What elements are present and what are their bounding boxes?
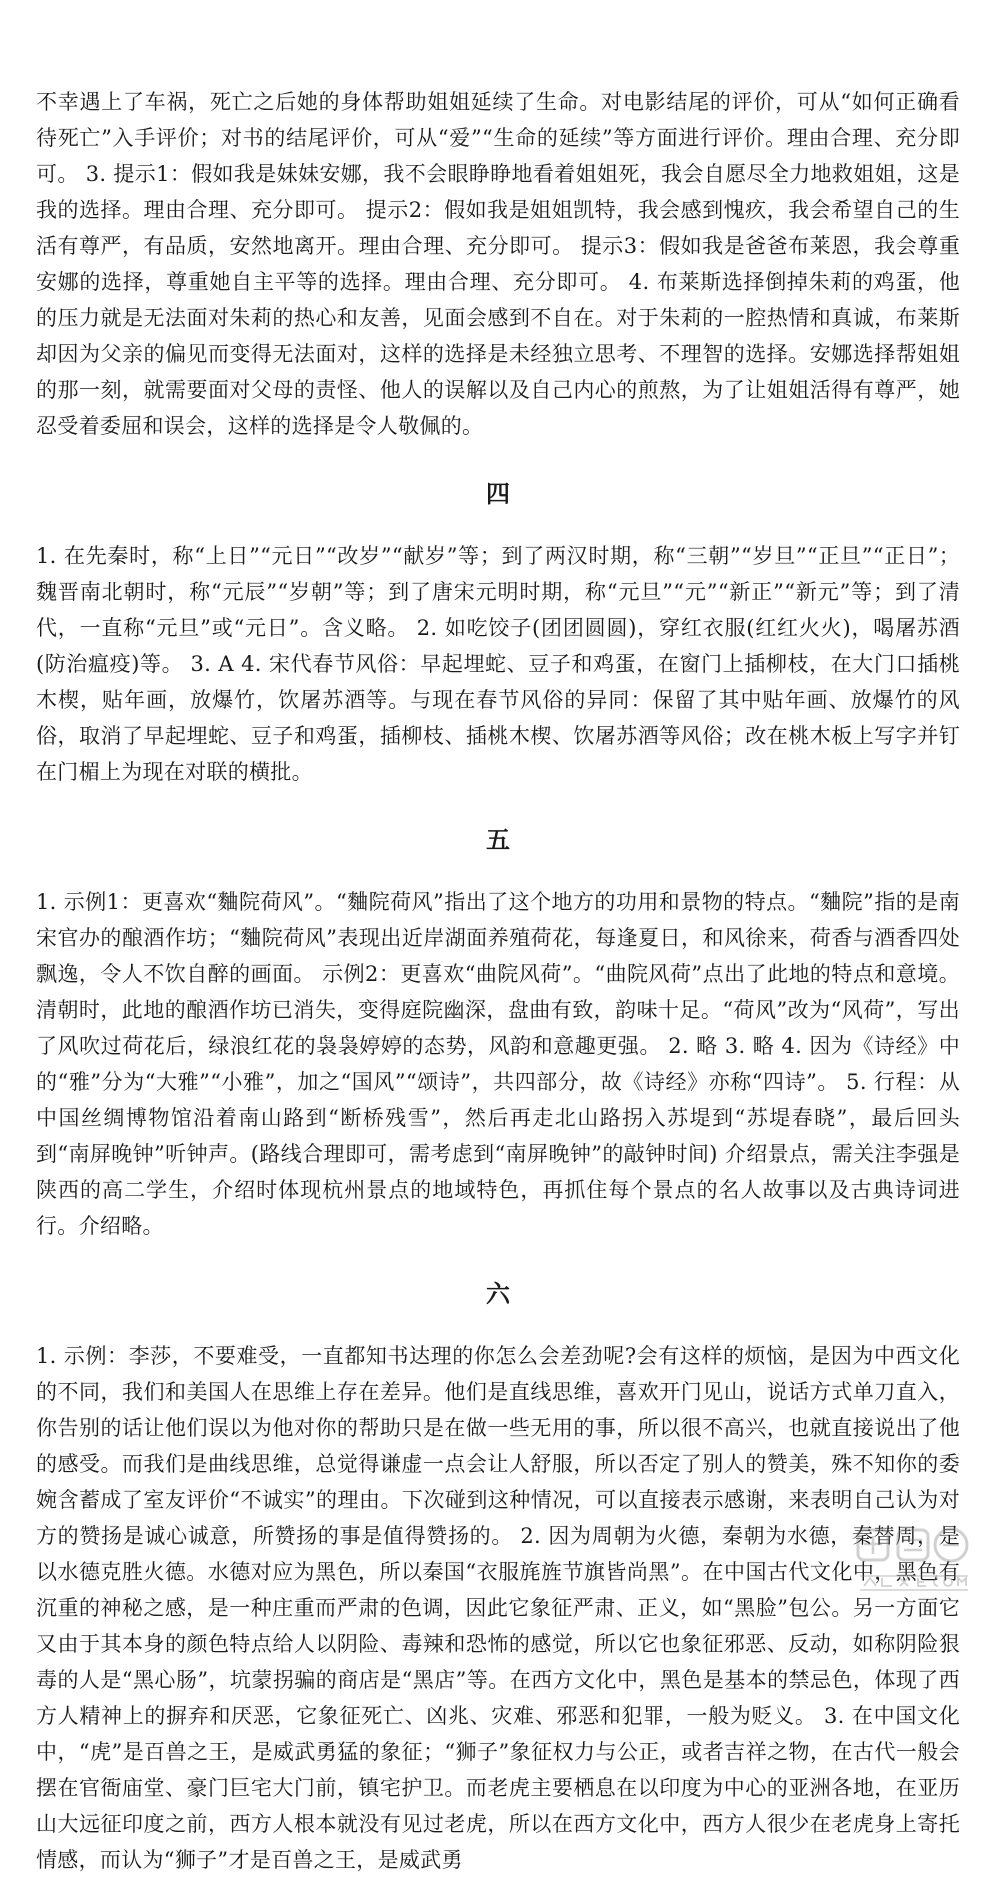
paragraph-section-six — [36, 1338, 960, 1878]
paragraph-text: 1. 示例1：更喜欢“麯院荷风”。“麯院荷风”指出了这个地方的功用和景物的特点。“麯院”指的是南宋官办的酿酒作坊；“麯院荷风”表现出近岸湖面养殖荷花，每逢夏日，和风徐来，荷香与酒香四处飘逸，令人不饮自醉的画面。 示例2：更喜欢“曲院风荷”。“曲院风荷”点出了此地的特点和意境。清朝时，此地的酿酒作坊已消失，变得庭院幽深，盘曲有致，韵味十足。“荷风”改为“风荷”，写出了风吹过荷花后，绿浪红花的袅袅婷婷的态势，风韵和意趣更强。 2. 略 3. 略 4. 因为《诗经》中的“雅”分为“大雅”“小雅”，加之“国风”“颂诗”，共四部分，故《诗经》亦称“四诗”。 5. 行程：从中国丝绸博物馆沿着南山路到“断桥残雪”，然后再走北山路拐入苏堤到“苏堤春晓”，最后回头到“南屏晚钟”听钟声。(路线合理即可，需考虑到“南屏晚钟”的敲钟时间) 介绍景点，需关注李强是陕西的高二学生，介绍时体现杭州景点的地域特色，再抓住每个景点的名人故事以及古典诗词进行。介绍略。 — [36, 890, 960, 1238]
paragraph-text: 不幸遇上了车祸，死亡之后她的身体帮助姐姐延续了生命。对电影结尾的评价，可从“如何正确看待死亡”入手评价；对书的结尾评价，可从“爱”“生命的延续”等方面进行评价。理由合理、充分即可。 3. 提示1：假如我是妹妹安娜，我不会眼睁睁地看着姐姐死，我会自愿尽全力地救姐姐，这是我的选择。理由合理、充分即可。 提示2：假如我是姐姐凯特，我会感到愧疚，我会希望自己的生活有尊严，有品质，安然地离开。理由合理、充分即可。 提示3：假如我是爸爸布莱恩，我会尊重安娜的选择，尊重她自主平等的选择。理由合理、充分即可。 4. 布莱斯选择倒掉朱莉的鸡蛋，他的压力就是无法面对朱莉的热心和友善，见面会感到不自在。对于朱莉的一腔热情和真诚，布莱斯却因为父亲的偏见而变得无法面对，这样的选择是未经独立思考、不理智的选择。安娜选择帮姐姐的那一刻，就需要面对父母的责怪、他人的误解以及自己内心的煎熬，为了让姐姐活得有尊严，她忍受着委屈和误会，这样的选择是令人敬佩的。 — [36, 90, 960, 438]
watermark-logo — [854, 1524, 974, 1596]
paragraph-text: 1. 在先秦时，称“上日”“元日”“改岁”“献岁”等；到了两汉时期，称“三朝”“岁旦”“正旦”“正日”；魏晋南北朝时，称“元辰”“岁朝”等；到了唐宋元明时期，称“元旦”“元”“新正”“新元”等；到了清代，一直称“元旦”或“元日”。含义略。 2. 如吃饺子(团团圆圆)，穿红衣服(红红火火)，喝屠苏酒(防治瘟疫)等。 3. A 4. 宋代春节风俗：早起埋蛇、豆子和鸡蛋，在窗门上插柳枝，在大门口插桃木楔，贴年画，放爆竹，饮屠苏酒等。与现在春节风俗的异同：保留了其中贴年画、放爆竹的风俗，取消了早起埋蛇、豆子和鸡蛋，插柳枝、插桃木楔、饮屠苏酒等风俗；改在桃木板上写字并钉在门楣上为现在对联的横批。 — [36, 544, 960, 784]
paragraph-section-four — [36, 538, 960, 790]
document-page — [36, 84, 960, 1878]
paragraph-text: 1. 示例：李莎，不要难受，一直都知书达理的你怎么会差劲呢?会有这样的烦恼，是因为中西文化的不同，我们和美国人在思维上存在差异。他们是直线思维，喜欢开门见山，说话方式单刀直入，你告别的话让他们误以为他对你的帮助只是在做一些无用的事，所以很不高兴，也就直接说出了他的感受。而我们是曲线思维，总觉得谦虚一点会让人舒服，所以否定了别人的赞美，殊不知你的委婉含蓄成了室友评价“不诚实”的理由。下次碰到这种情况，可以直接表示感谢，来表明自己认为对方的赞扬是诚心诚意，所赞扬的事是值得赞扬的。 2. 因为周朝为火德，秦朝为水德，秦替周，是以水德克胜火德。水德对应为黑色，所以秦国“衣服旄旌节旗皆尚黑”。在中国古代文化中，黑色有沉重的神秘之感，是一种庄重而严肃的色调，因此它象征严肃、正义，如“黑脸”包公。另一方面它又由于其本身的颜色特点给人以阴险、毒辣和恐怖的感觉，所以它也象征邪恶、反动，如称阴险狠毒的人是“黑心肠”，坑蒙拐骗的商店是“黑店”等。在西方文化中，黑色是基本的禁忌色，体现了西方人精神上的摒弃和厌恶，它象征死亡、凶兆、灾难、邪恶和犯罪，一般为贬义。 3. 在中国文化中，“虎”是百兽之王，是威武勇猛的象征；“狮子”象征权力与公正，或者吉祥之物，在古代一般会摆在官衙庙堂、豪门巨宅大门前，镇宅护卫。而老虎主要栖息在以印度为中心的亚洲各地，在亚历山大远征印度之前，西方人根本就没有见过老虎，所以在西方文化中，西方人很少在老虎身上寄托情感，而认为“狮子”才是百兽之王，是威武勇 — [36, 1344, 960, 1872]
paragraph-section-five — [36, 884, 960, 1244]
section-heading-five: 五 — [486, 826, 510, 854]
section-heading-six: 六 — [486, 1280, 510, 1308]
section-heading-four: 四 — [486, 480, 510, 508]
paragraph-intro — [36, 84, 960, 444]
